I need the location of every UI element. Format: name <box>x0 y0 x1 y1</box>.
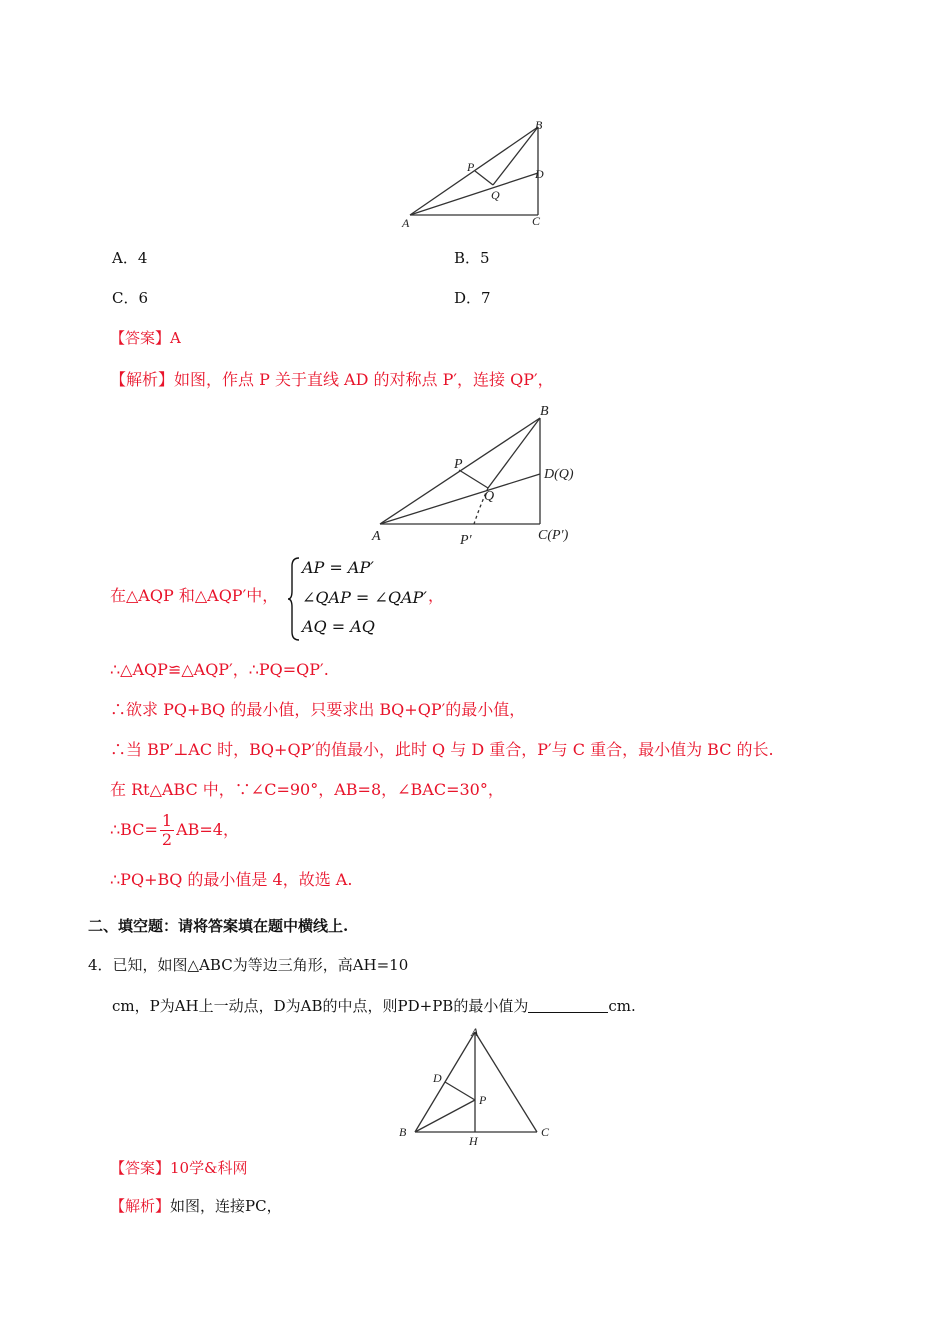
brace-icon <box>287 556 301 642</box>
fig2-label-p: P <box>454 457 463 472</box>
answer-q3-value: A <box>170 329 181 347</box>
analysis-line-4: 在 Rt△ABC 中，∵∠C=90°，AB=8，∠BAC=30°， <box>110 780 504 799</box>
fig2-label-b: B <box>540 404 549 419</box>
fig1-label-a: A <box>402 216 410 230</box>
system-prefix: 在△AQP 和△AQP′中， <box>110 586 279 605</box>
analysis-q3-tag: 【解析】 <box>110 370 175 389</box>
fig3-label-c: C <box>541 1125 550 1139</box>
fig2-label-dq: D(Q) <box>544 467 574 482</box>
option-a-value: 4 <box>137 249 148 267</box>
option-c-value: 6 <box>138 289 149 307</box>
question-4-text: cm，P为AH上一动点，D为AB的中点，则PD+PB的最小值为 <box>112 997 529 1015</box>
fig1-label-d: D <box>535 167 544 181</box>
figure-equilateral-triangle <box>395 1024 555 1150</box>
section-2-title: 二、填空题：请将答案填在题中横线上. <box>88 917 349 935</box>
analysis-line-3: ∴当 BP′⊥AC 时，BQ+QP′的值最小，此时 Q 与 D 重合，P′与 C 重合，最小值为 BC 的长. <box>110 740 774 759</box>
analysis-line-2: ∴欲求 PQ+BQ 的最小值，只要求出 BQ+QP′的最小值， <box>110 700 526 719</box>
frac-prefix: ∴BC= <box>110 820 158 839</box>
analysis-q4-tag: 【解析】 <box>110 1197 171 1215</box>
analysis-q4-text: 如图，连接PC， <box>170 1197 282 1215</box>
answer-q4-tag: 【答案】 <box>110 1159 171 1177</box>
question-4-line-2 <box>112 996 636 1016</box>
figure-triangle-abc-solution <box>362 398 592 550</box>
analysis-frac-line <box>110 810 239 850</box>
figure-triangle-abc-q3 <box>395 115 555 235</box>
analysis-conclusion: ∴PQ+BQ 的最小值是 4，故选 A. <box>110 870 353 889</box>
system-suffix: ， <box>428 586 445 605</box>
answer-q3 <box>110 328 181 348</box>
option-b <box>454 248 490 268</box>
frac-numerator: 1 <box>161 811 173 830</box>
option-c-letter: C． <box>112 289 139 307</box>
analysis-q4 <box>110 1196 282 1216</box>
option-a <box>112 248 147 268</box>
fig1-label-q: Q <box>491 188 500 202</box>
analysis-q3-intro-text: 如图，作点 P 关于直线 AD 的对称点 P′，连接 QP′， <box>174 370 554 389</box>
fraction-one-half <box>160 812 174 849</box>
system-line-1: AP = AP′ <box>302 558 374 577</box>
fig1-label-p: P <box>467 160 475 174</box>
option-a-letter: A． <box>112 249 138 267</box>
option-b-value: 5 <box>480 249 490 267</box>
fig3-label-d: D <box>433 1071 442 1085</box>
answer-q4 <box>110 1158 247 1178</box>
answer-q3-tag: 【答案】 <box>110 329 171 347</box>
fig3-label-p: P <box>479 1093 487 1107</box>
option-d <box>454 288 491 308</box>
frac-suffix: AB=4， <box>176 820 239 839</box>
answer-q4-value: 10学&科网 <box>170 1159 248 1177</box>
option-d-letter: D． <box>454 289 482 307</box>
question-4-unit: cm. <box>608 997 636 1015</box>
option-b-letter: B． <box>454 249 481 267</box>
question-4-line-1: 4．已知，如图△ABC为等边三角形，高AH=10 <box>88 956 409 974</box>
analysis-line-1: ∴△AQP≌△AQP′，∴PQ=QP′. <box>110 660 329 679</box>
fig3-label-h: H <box>469 1134 478 1148</box>
answer-blank <box>528 997 608 1013</box>
fig3-label-a: A <box>471 1025 479 1039</box>
system-line-3: AQ = AQ <box>302 617 375 636</box>
system-line-2: ∠QAP = ∠QAP′ <box>302 588 427 607</box>
option-d-value: 7 <box>481 289 491 307</box>
fig2-label-a: A <box>372 529 381 544</box>
fig1-label-b: B <box>535 118 543 132</box>
fig3-label-b: B <box>399 1125 407 1139</box>
frac-denominator: 2 <box>161 830 173 849</box>
fig2-label-p-prime: P′ <box>460 533 472 548</box>
fig1-label-c: C <box>532 214 541 228</box>
fig2-label-c: C(P′) <box>538 528 569 543</box>
option-c <box>112 288 148 308</box>
analysis-q3-intro <box>110 370 554 390</box>
fig2-label-q: Q <box>484 489 495 504</box>
